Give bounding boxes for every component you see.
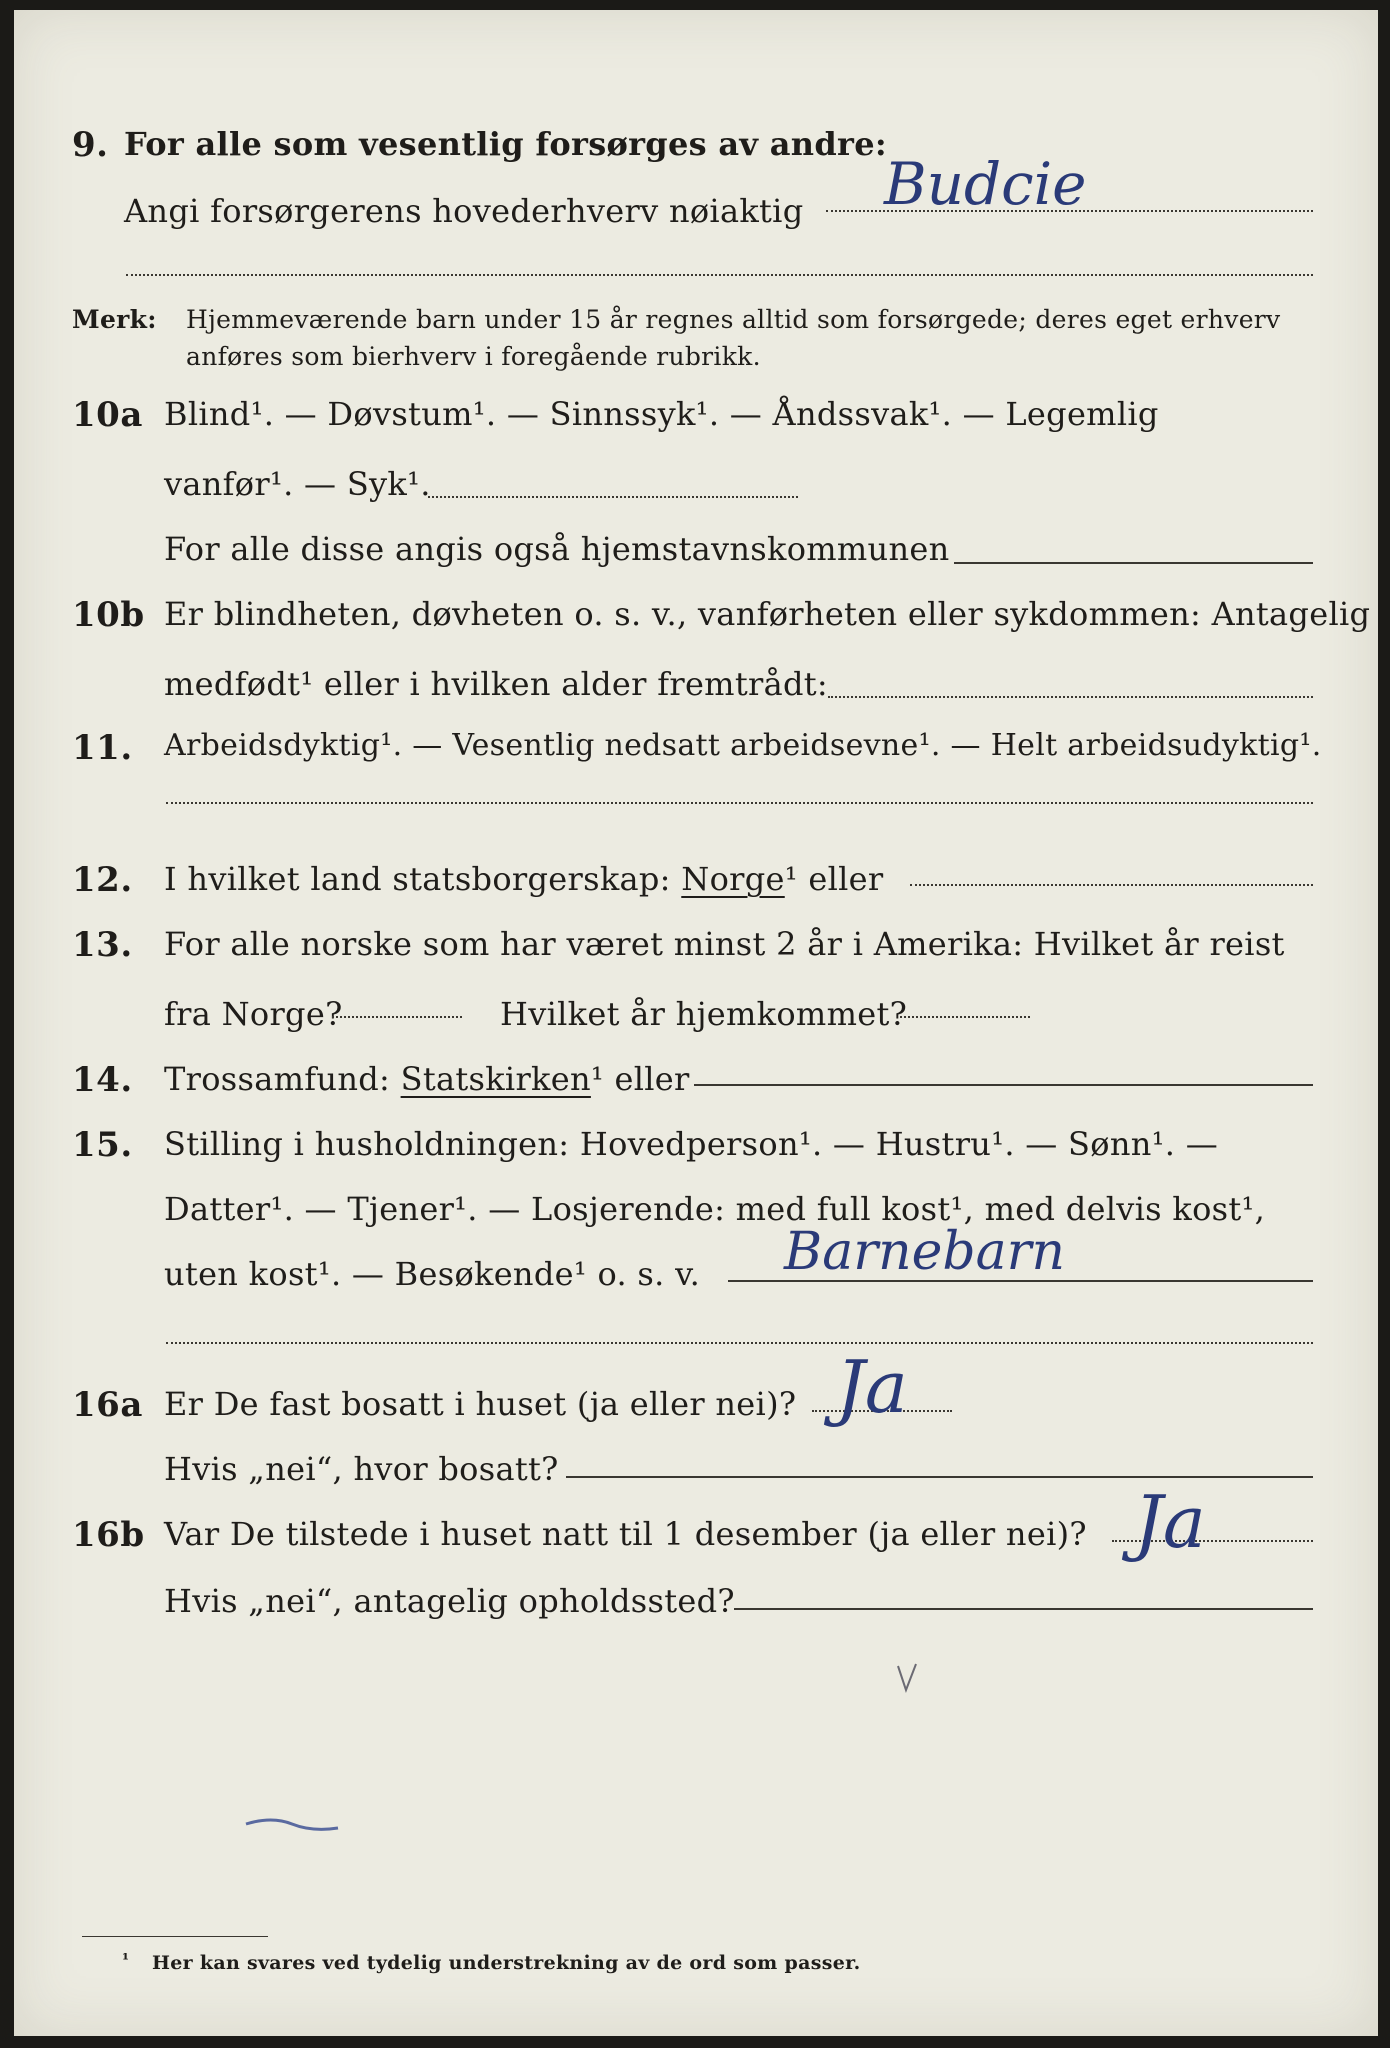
q15-line3: uten kost¹. — Besøkende¹ o. s. v.: [164, 1255, 701, 1293]
q15-answer-handwriting: Barnebarn: [784, 1222, 1065, 1282]
q9-line2: Angi forsørgerens hovederhverv nøiaktig: [124, 192, 804, 230]
merk-line2: anføres som bierhverv i foregående rubrikk.: [186, 342, 761, 371]
footnote-text: Her kan svares ved tydelig understrekning av de ord som passer.: [152, 1952, 861, 1974]
pencil-mark-check: [894, 1660, 924, 1700]
q16b-number: 16b: [72, 1515, 145, 1555]
q11-number: 11.: [72, 728, 133, 768]
q10a-line3: For alle disse angis også hjemstavnskommunen: [164, 530, 950, 568]
q13-line2a-blank: [332, 1016, 462, 1018]
q16b-answer-handwriting: Ja: [1134, 1480, 1206, 1564]
merk-line1: Hjemmeværende barn under 15 år regnes alltid som forsørgede; deres eget erhverv: [186, 305, 1281, 334]
census-form-page: [14, 10, 1378, 2036]
q14-line: [164, 1060, 690, 1098]
q10a-line2-blank: [428, 496, 798, 498]
q9-number: 9.: [72, 125, 109, 165]
q13-number: 13.: [72, 925, 133, 965]
q12-suffix: ¹ eller: [784, 860, 884, 898]
q14-number: 14.: [72, 1060, 133, 1100]
q16b-line1: Var De tilstede i huset natt til 1 desember (ja eller nei)?: [164, 1515, 1087, 1553]
q10a-line2: vanfør¹. — Syk¹.: [164, 465, 431, 503]
q16a-line2-blank: [566, 1476, 1313, 1478]
q12-number: 12.: [72, 860, 133, 900]
q15-number: 15.: [72, 1125, 133, 1165]
q11-line1: Arbeidsdyktig¹. — Vesentlig nedsatt arbeidsevne¹. — Helt arbeidsudyktig¹.: [164, 728, 1322, 763]
q12-prefix: I hvilket land statsborgerskap:: [164, 860, 671, 898]
footnote-rule: [82, 1936, 268, 1937]
q9-line1: For alle som vesentlig forsørges av andre:: [124, 125, 887, 163]
q13-line2b: Hvilket år hjemkommet?: [500, 995, 908, 1033]
q11-blank: [166, 802, 1313, 804]
q13-line2a: fra Norge?: [164, 995, 343, 1033]
q10a-number: 10a: [72, 395, 143, 435]
q10b-number: 10b: [72, 595, 145, 635]
q15-line1: Stilling i husholdningen: Hovedperson¹. — Hustru¹. — Sønn¹. —: [164, 1125, 1219, 1163]
q16a-number: 16a: [72, 1385, 143, 1425]
q13-line1: For alle norske som har været minst 2 år i Amerika: Hvilket år reist: [164, 925, 1285, 963]
q14-suffix: ¹ eller: [590, 1060, 690, 1098]
q16b-line2-blank: [734, 1608, 1313, 1610]
q14-blank: [694, 1084, 1313, 1086]
q10b-line2-blank: [828, 696, 1313, 698]
q15-line2: Datter¹. — Tjener¹. — Losjerende: med full kost¹, med delvis kost¹,: [164, 1190, 1266, 1228]
q16a-line2: Hvis „nei“, hvor bosatt?: [164, 1450, 559, 1488]
q12-underlined-norge: Norge: [681, 860, 785, 898]
q15-extra-line: [166, 1342, 1313, 1344]
footnote-mark: ¹: [122, 1950, 130, 1969]
q14-prefix: Trossamfund:: [164, 1060, 391, 1098]
q12-line: [164, 860, 884, 898]
q16a-line1: Er De fast bosatt i huset (ja eller nei)?: [164, 1385, 797, 1423]
q10b-line2: medfødt¹ eller i hvilken alder fremtrådt:: [164, 665, 828, 703]
q10a-line1: Blind¹. — Døvstum¹. — Sinnssyk¹. — Åndssvak¹. — Legemlig: [164, 395, 1159, 433]
q16a-answer-handwriting: Ja: [836, 1345, 908, 1429]
q9-answer-handwriting: Budcie: [884, 150, 1087, 218]
merk-label: Merk:: [72, 305, 157, 334]
q16b-line2: Hvis „nei“, antagelig opholdssted?: [164, 1582, 735, 1620]
q9-extra-line: [126, 274, 1313, 276]
q14-underlined-statskirken: Statskirken: [400, 1060, 591, 1098]
q13-line2b-blank: [900, 1016, 1030, 1018]
pencil-mark-stroke: [242, 1810, 342, 1840]
q10a-line3-blank: [954, 562, 1313, 564]
q10b-line1: Er blindheten, døvheten o. s. v., vanførheten eller sykdommen: Antagelig: [164, 595, 1371, 633]
q12-blank: [910, 884, 1313, 886]
